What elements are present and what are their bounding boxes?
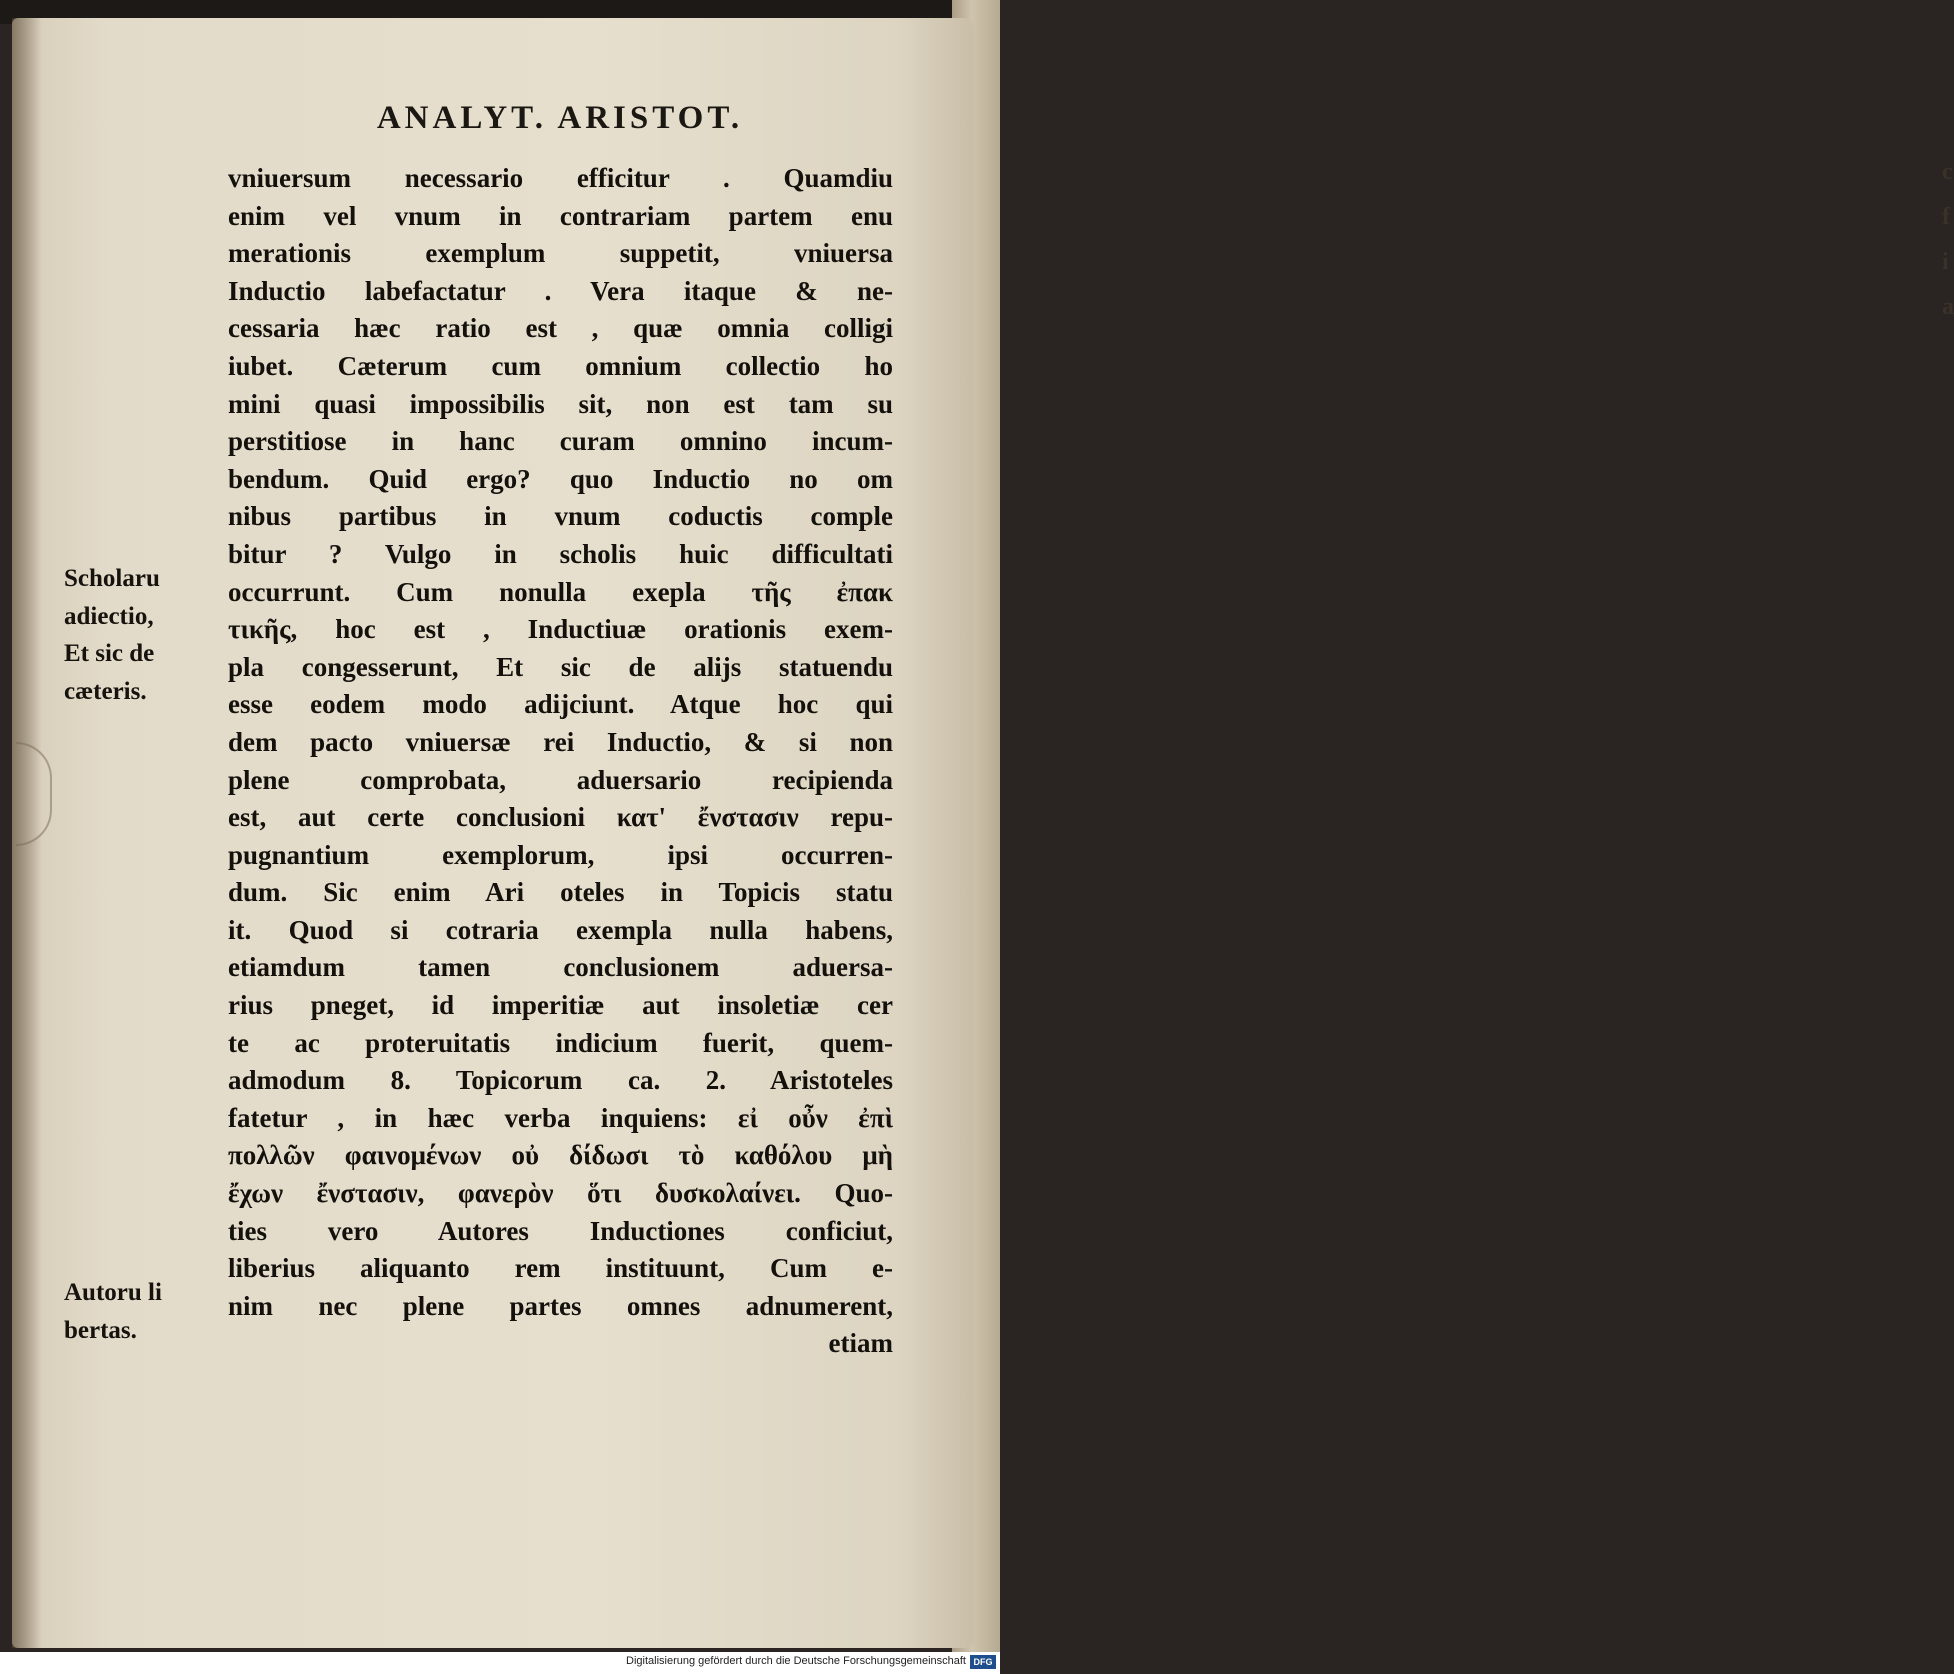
facing-page-text-fragments [1942,150,1954,330]
text-line: bitur ? Vulgo in scholis huic difficultati [228,538,893,569]
running-head: ANALYT. ARISTOT. [376,100,744,136]
dfg-logo: DFG [970,1655,996,1669]
facing-page-fragment: i [1942,249,1949,275]
text-line: nim nec plene partes omnes adnumerent, [228,1290,893,1321]
text-line: enim vel vnum in contrariam partem enu [228,200,893,231]
text-line: τικῆς, hoc est , Inductiuæ orationis exem- [228,614,893,645]
facing-page-fragment: f [1942,204,1950,230]
facing-page-fragment: c [1942,159,1953,185]
margin-note-line: bertas. [64,1316,137,1344]
text-line: nibus partibus in vnum coductis comple [228,501,893,532]
text-line: plene comprobata, aduersario recipienda [228,764,893,795]
text-line: fatetur , in hæc verba inquiens: εἰ οὖν ἐπὶ [228,1102,893,1133]
margin-note-line: adiectio, [64,602,154,630]
text-line: bendum. Quid ergo? quo Inductio no om [228,463,893,494]
text-line: merationis exemplum suppetit, vniuersa [228,238,893,269]
margin-note-line: Et sic de [64,640,155,668]
margin-note-scholarum [64,560,160,710]
facing-page-fragment: a [1942,294,1954,320]
text-line: ἔχων ἔνστασιν, φανερὸν ὅτι δυσκολαίνει. Quo- [228,1178,893,1209]
footer-credit: Digitalisierung gefördert durch die Deutsche Forschungsgemeinschaft [626,1655,966,1667]
margin-note-line: cæteris. [64,677,147,705]
text-line: dem pacto vniuersæ rei Inductio, & si non [228,726,893,757]
text-line: rius pneget, id imperitiæ aut insoletiæ cer [228,990,893,1021]
text-line: est, aut certe conclusioni κατ' ἔνστασιν repu- [228,802,893,833]
text-line: mini quasi impossibilis sit, non est tam su [228,388,893,419]
text-line: cessaria hæc ratio est , quæ omnia colligi [228,313,893,344]
text-line: πολλῶν φαινομένων οὐ δίδωσι τὸ καθόλου μὴ [228,1140,893,1171]
text-line: etiamdum tamen conclusionem aduersa- [228,952,893,983]
text-line: Inductio labefactatur . Vera itaque & ne- [228,275,893,306]
text-line: etiam [828,1328,893,1359]
text-line: ties vero Autores Inductiones conficiut, [228,1215,893,1246]
text-line: te ac proteruitatis indicium fuerit, quem- [228,1027,893,1058]
text-line: esse eodem modo adijciunt. Atque hoc qui [228,689,893,720]
text-line: liberius aliquanto rem instituunt, Cum e- [228,1253,893,1284]
text-line: pla congesserunt, Et sic de alijs statuendu [228,651,893,682]
text-line: dum. Sic enim Ari oteles in Topicis statu [228,877,893,908]
text-line: perstitiose in hanc curam omnino incum- [228,426,893,457]
text-line: occurrunt. Cum nonulla exepla τῆς ἐπακ [228,576,893,607]
margin-note-autorum [64,1274,162,1349]
text-line: iubet. Cæterum cum omnium collectio ho [228,350,893,381]
text-line: it. Quod si cotraria exempla nulla habens, [228,914,893,945]
margin-note-line: Scholaru [64,565,160,592]
text-line: vniuersum necessario efficitur . Quamdiu [228,163,893,193]
main-text-block [228,160,893,1363]
margin-note-line: Autoru li [64,1279,162,1306]
text-line: admodum 8. Topicorum ca. 2. Aristoteles [228,1065,893,1096]
text-line: pugnantium exemplorum, ipsi occurren- [228,839,893,870]
